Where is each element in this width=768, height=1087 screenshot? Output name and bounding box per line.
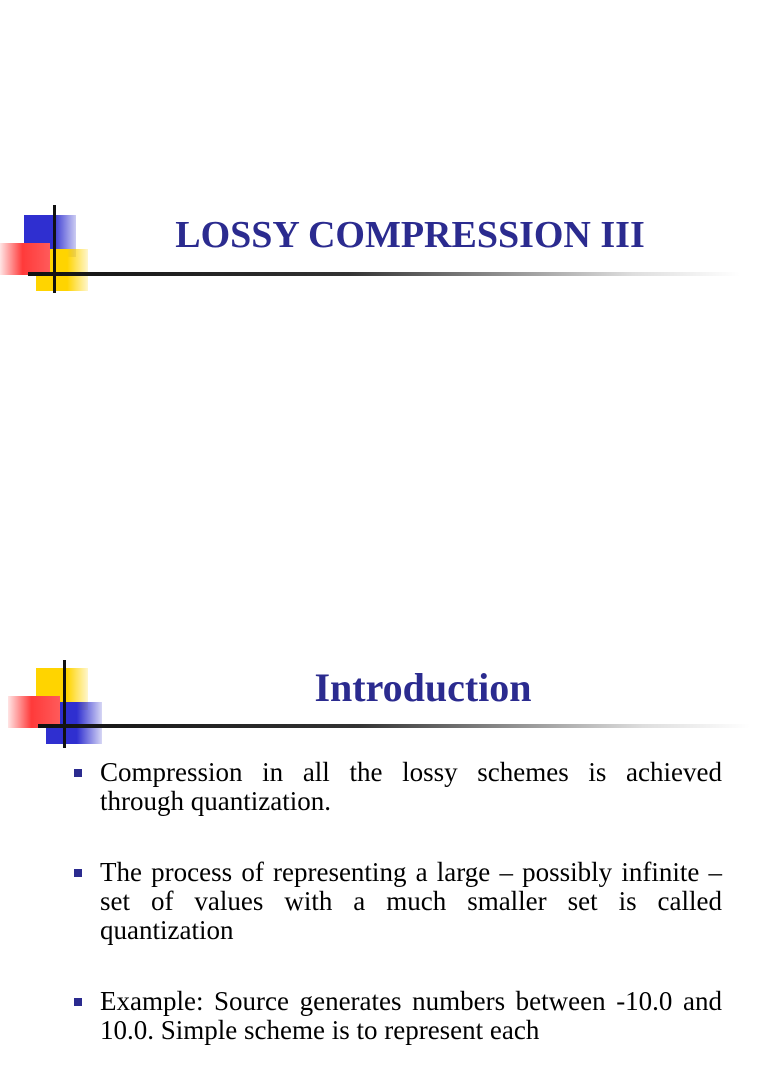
title-underline: [28, 272, 740, 276]
list-item: [72, 987, 722, 1045]
bullet-text: Example: Source generates numbers between -10.0 and 10.0. Simple scheme is to represent each: [100, 986, 722, 1045]
red-square: [0, 243, 50, 275]
square-bullet-icon: [74, 769, 82, 777]
square-bullet-icon: [74, 869, 82, 877]
corner-decoration-icon: [0, 205, 100, 295]
vertical-line: [63, 660, 66, 748]
slide-title: Introduction: [314, 665, 532, 710]
vertical-line: [53, 205, 56, 293]
corner-decoration-icon: [0, 658, 110, 750]
bullet-text: Compression in all the lossy schemes is achieved through quantization.: [100, 757, 722, 816]
list-item: [72, 758, 722, 816]
content-slide: [0, 600, 768, 1045]
title-underline: [38, 724, 750, 728]
bullet-text: The process of representing a large – possibly infinite – set of values with a much smaller set is called quantization: [100, 857, 722, 945]
square-bullet-icon: [74, 998, 82, 1006]
list-item: [72, 858, 722, 945]
slide-title: LOSSY COMPRESSION III: [175, 214, 645, 256]
bullet-list: [72, 758, 722, 1087]
